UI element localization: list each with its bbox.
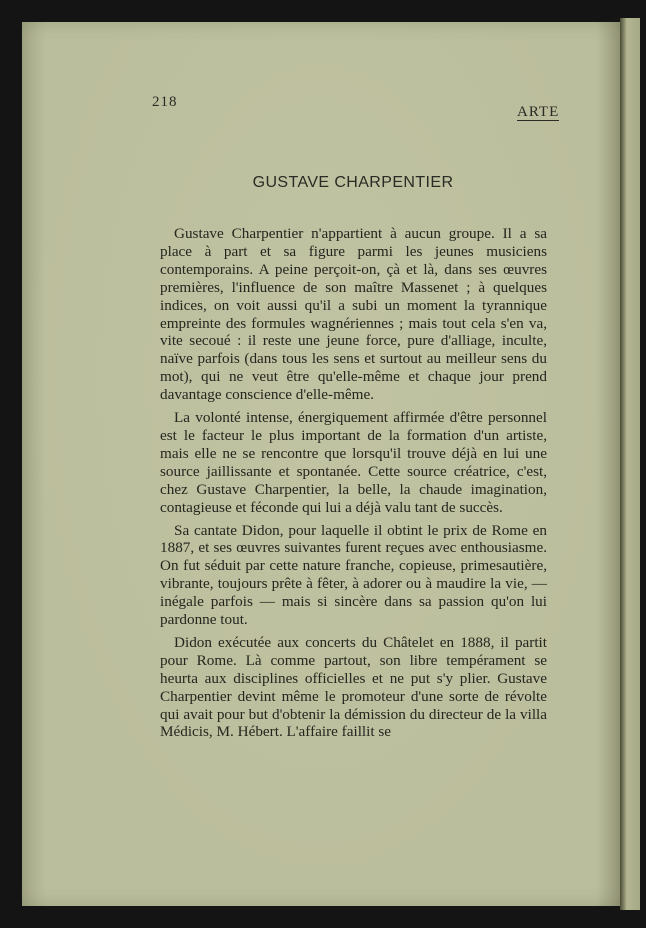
paragraph: Gustave Charpentier n'appartient à aucun groupe. Il a sa place à part et sa figure parmi les jeunes musiciens contemporains. A peine perçoit-on, çà et là, dans ses œuvres premières, l'influence de son maître Massenet ; à quelques indices, on voit aussi qu'il a subi un moment la tyrannique empreinte des formules wagnériennes ; mais tout cela s'en va, vite secoué : il reste une jeune force, pure d'alliage, inculte, naïve parfois (dans tous les sens et surtout au meilleur sens du mot), qui ne veut être qu'elle-même et chaque jour prend davantage conscience d'elle-même. bbox=[160, 225, 547, 404]
article-title: GUSTAVE CHARPENTIER bbox=[252, 174, 454, 191]
paragraph: Sa cantate Didon, pour laquelle il obtint le prix de Rome en 1887, et ses œuvres suivantes furent reçues avec enthousiasme. On fut séduit par cette nature franche, copieuse, primesautière, vibrante, toujours prête à fêter, à adorer ou à maudire la vie, — inégale parfois — mais si sincère dans sa passion qu'on lui pardonne tout. bbox=[160, 521, 547, 629]
adjacent-page-edge bbox=[620, 18, 640, 910]
article-body bbox=[160, 225, 547, 746]
running-head: ARTE bbox=[517, 104, 560, 120]
page-number: 218 bbox=[152, 94, 178, 110]
paragraph: Didon exécutée aux concerts du Châtelet en 1888, il partit pour Rome. Là comme partout, son libre tempérament se heurta aux disciplines officielles et ne put s'y plier. Gustave Charpentier devint même le promoteur d'une sorte de révolte qui avait pour but d'obtenir la démission du directeur de la villa Médicis, M. Hébert. L'affaire faillit se bbox=[160, 633, 547, 741]
paragraph: La volonté intense, énergiquement affirmée d'être personnel est le facteur le plus important de la formation d'un artiste, mais elle ne se rencontre que lorsqu'il trouve déjà en lui une source jaillissante et spontanée. Cette source créatrice, c'est, chez Gustave Charpentier, la belle, la chaude imagination, contagieuse et féconde qui lui a déjà valu tant de succès. bbox=[160, 409, 547, 516]
